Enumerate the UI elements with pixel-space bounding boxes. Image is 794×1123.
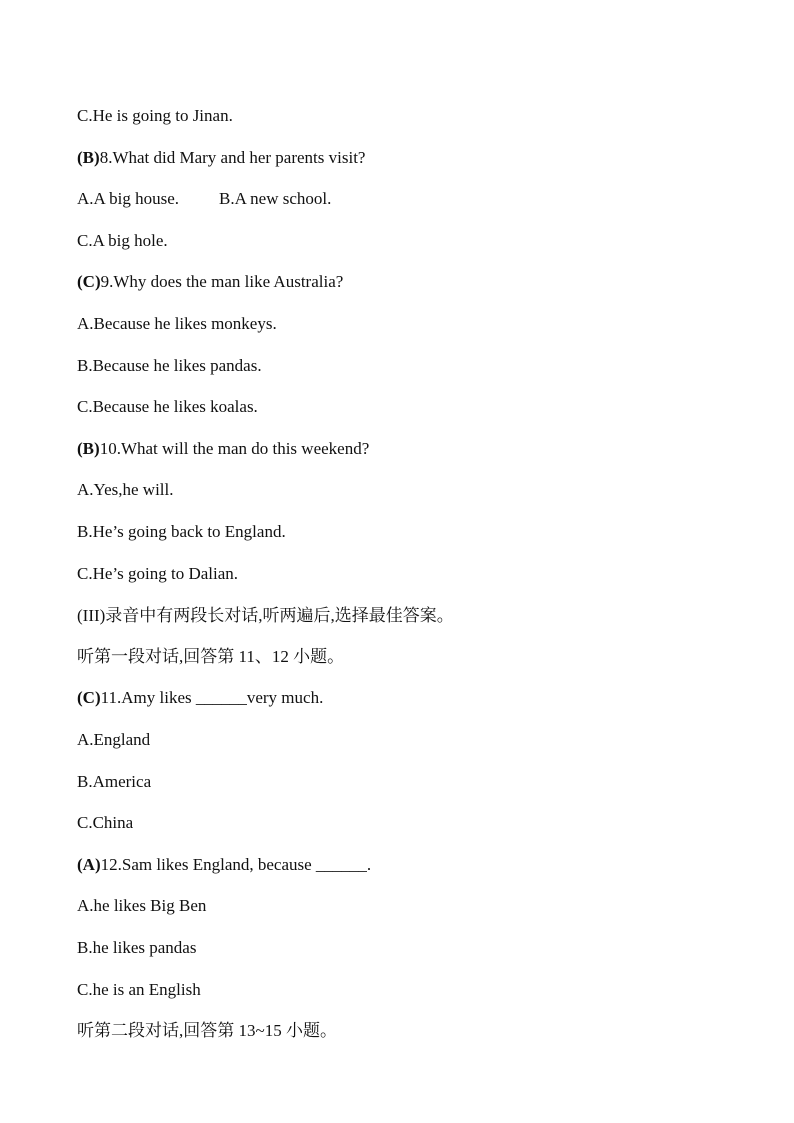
q10-option-c: C.He’s going to Dalian.: [77, 564, 239, 583]
q12-option-c: C.he is an English: [77, 980, 201, 999]
q9-answer: C: [82, 272, 95, 291]
question-10: (B)10.What will the man do this weekend?: [77, 439, 370, 458]
paren-close: ): [94, 148, 100, 167]
q8-text: 8.What did Mary and her parents visit?: [99, 148, 366, 167]
q11-text: 11.Amy likes ______very much.: [100, 688, 324, 707]
paren-open: (: [77, 148, 83, 167]
q10-text: 10.What will the man do this weekend?: [99, 439, 370, 458]
q9-option-a: A.Because he likes monkeys.: [77, 314, 277, 333]
q11-option-a: A.England: [77, 730, 151, 749]
q11-option-c: C.China: [77, 813, 134, 832]
q12-option-a: A.he likes Big Ben: [77, 896, 207, 915]
dialogue-2-instruction: 听第二段对话,回答第 13~15 小题。: [77, 1021, 337, 1040]
question-9: (C)9.Why does the man like Australia?: [77, 272, 344, 291]
section-3-heading: (III)录音中有两段长对话,听两遍后,选择最佳答案。: [77, 606, 454, 625]
q10-option-b: B.He’s going back to England.: [77, 522, 286, 541]
q11-answer: C: [82, 688, 95, 707]
q10-option-a: A.Yes,he will.: [77, 480, 174, 499]
q9-text: 9.Why does the man like Australia?: [100, 272, 344, 291]
dialogue-1-instruction: 听第一段对话,回答第 11、12 小题。: [77, 647, 345, 666]
question-12: (A)12.Sam likes England, because ______.: [77, 855, 372, 874]
q12-answer: A: [82, 855, 95, 874]
q11-option-b: B.America: [77, 772, 152, 791]
q8-option-a: A.A big house.: [77, 189, 179, 208]
q8-option-c: C.A big hole.: [77, 231, 168, 250]
q9-option-c: C.Because he likes koalas.: [77, 397, 258, 416]
q7-option-c: C.He is going to Jinan.: [77, 106, 233, 125]
q8-options-ab: [77, 189, 331, 209]
q12-option-b: B.he likes pandas: [77, 938, 197, 957]
q8-option-b: B.A new school.: [219, 189, 332, 208]
question-8: [77, 148, 365, 168]
q10-answer: B: [82, 439, 95, 458]
question-11: (C)11.Amy likes ______very much.: [77, 688, 324, 707]
q12-text: 12.Sam likes England, because ______.: [100, 855, 372, 874]
q8-answer: B: [82, 148, 95, 167]
q9-option-b: B.Because he likes pandas.: [77, 356, 262, 375]
